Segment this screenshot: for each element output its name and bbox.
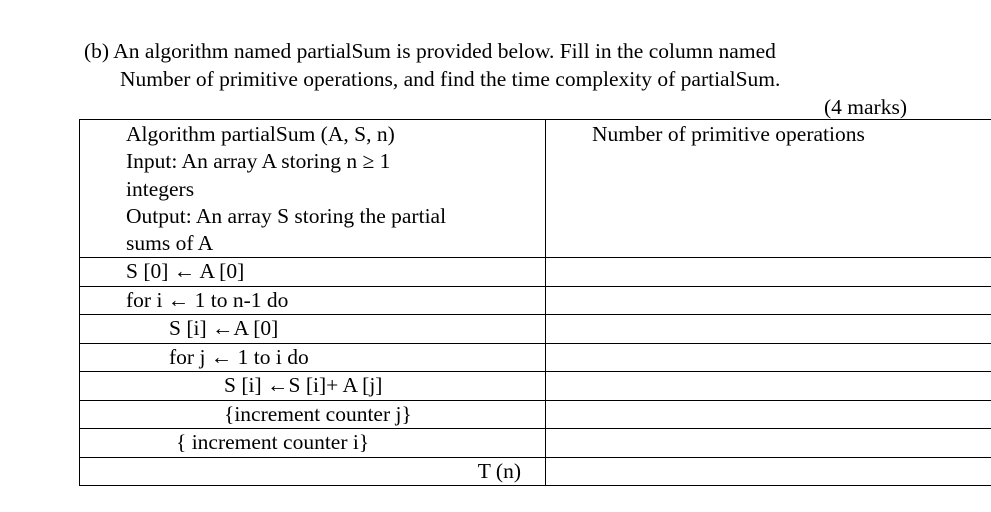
table-row (80, 258, 991, 287)
table-row (80, 343, 991, 372)
pseudocode-line: S [i] ←A [0] (80, 315, 546, 344)
operations-cell (546, 315, 991, 344)
operations-cell (546, 400, 991, 429)
operations-cell (546, 457, 991, 486)
pseudocode-line: S [0] ← A [0] (80, 258, 546, 287)
pseudocode-line: for i ← 1 to n-1 do (80, 286, 546, 315)
input-description-cont: integers (126, 176, 195, 201)
operations-cell (546, 258, 991, 287)
header-row (80, 120, 991, 258)
table-row (80, 286, 991, 315)
table-row (80, 372, 991, 401)
total-time-label: T (n) (80, 457, 546, 486)
table-row (80, 457, 991, 486)
input-description: Input: An array A storing n ≥ 1 (126, 149, 391, 174)
question-line-2: Number of primitive operations, and find the time complexity of partialSum. (120, 67, 781, 91)
algorithm-table (79, 119, 991, 486)
table-row (80, 315, 991, 344)
pseudocode-line: {increment counter j} (80, 400, 546, 429)
pseudocode-line: { increment counter i} (80, 429, 546, 458)
output-description-cont: sums of A (126, 231, 214, 256)
question-line-1: (b) An algorithm named partialSum is provided below. Fill in the column named (84, 39, 776, 63)
marks-label: (4 marks) (824, 95, 907, 119)
pseudocode-line: S [i] ←S [i]+ A [j] (80, 372, 546, 401)
operations-cell (546, 429, 991, 458)
output-description: Output: An array S storing the partial (126, 203, 447, 228)
operations-cell (546, 372, 991, 401)
table-row (80, 400, 991, 429)
operations-cell (546, 286, 991, 315)
algorithm-header-cell (80, 120, 546, 258)
algorithm-signature: Algorithm partialSum (A, S, n) (126, 122, 395, 146)
pseudocode-line: for j ← 1 to i do (80, 343, 546, 372)
operations-header-cell: Number of primitive operations (546, 120, 991, 258)
table-row (80, 429, 991, 458)
operations-cell (546, 343, 991, 372)
